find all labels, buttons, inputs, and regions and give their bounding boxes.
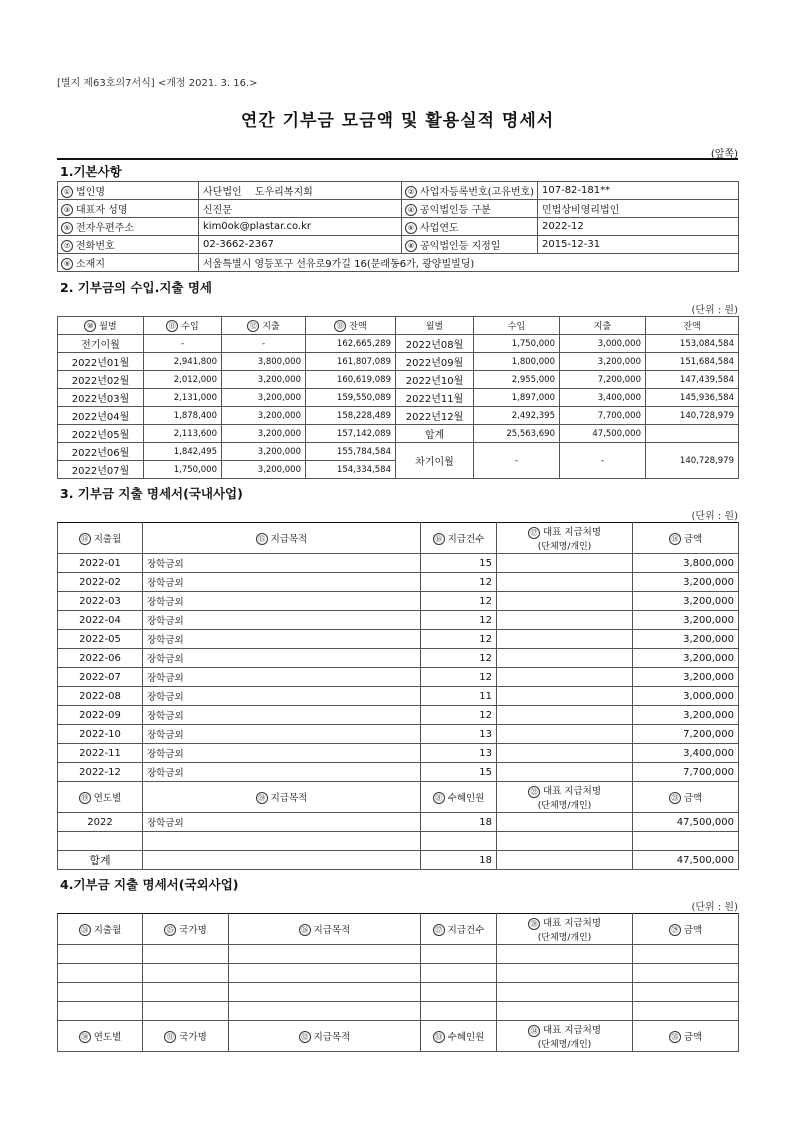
- col-os-sum-purpose: ㉜ 지급목적: [229, 1021, 421, 1052]
- purpose-cell: 장학금외: [143, 554, 421, 573]
- payee-cell: [497, 763, 633, 782]
- item-number: ①: [61, 186, 73, 198]
- carry-expense-cell: -: [560, 443, 646, 479]
- expense-month-cell: 2022-05: [58, 630, 143, 649]
- expense-cell: 7,700,000: [560, 407, 646, 425]
- overseas-expense-table: [57, 913, 739, 1052]
- field-label: [402, 182, 538, 200]
- payee-cell: [497, 687, 633, 706]
- field-label-text: 사업자등록번호(고유번호): [420, 187, 535, 198]
- amount-cell: 3,800,000: [633, 554, 739, 573]
- col-expense-2: 지출: [560, 317, 646, 335]
- expense-cell: 7,200,000: [560, 371, 646, 389]
- count-cell: 12: [421, 573, 497, 592]
- expense-month-cell: 2022-03: [58, 592, 143, 611]
- section2-heading: 2. 기부금의 수입.지출 명세: [60, 280, 213, 295]
- payee-cell: [497, 744, 633, 763]
- payee-cell: [497, 668, 633, 687]
- expense-cell: 3,400,000: [560, 389, 646, 407]
- income-cell: 2,955,000: [474, 371, 560, 389]
- yearly-row: 2022 장학금외 18 47,500,000: [58, 813, 739, 832]
- col-month-2: 월별: [396, 317, 474, 335]
- balance-cell: 160,619,089: [306, 371, 396, 389]
- section3-heading: 3. 기부금 지출 명세서(국내사업): [60, 486, 243, 501]
- col-os-purpose: ㉖ 지급목적: [229, 914, 421, 945]
- field-label: [58, 218, 199, 236]
- domestic-expense-table: [57, 522, 739, 870]
- col-beneficiaries: ㉑ 수혜인원: [421, 782, 497, 813]
- field-label: [58, 182, 199, 200]
- balance-cell: 154,334,584: [306, 461, 396, 479]
- total-row: 합계 18 47,500,000: [58, 851, 739, 870]
- income-cell: 1,750,000: [474, 335, 560, 353]
- address-value: 서울특별시 영등포구 선유로9가길 16(문래동6가, 광양빌빌딩): [199, 254, 739, 272]
- table-row: [58, 687, 739, 706]
- count-cell: 11: [421, 687, 497, 706]
- income-cell: 2,113,600: [144, 425, 222, 443]
- col-balance: ⑬ 잔액: [306, 317, 396, 335]
- amount-cell: 3,200,000: [633, 592, 739, 611]
- field-label-text: 사업연도: [420, 223, 459, 234]
- count-cell: 13: [421, 744, 497, 763]
- table-row: [58, 389, 739, 407]
- month-cell: 2022년04월: [58, 407, 144, 425]
- carry-month-cell: 차기이월: [396, 443, 474, 479]
- item-number: ③: [61, 204, 73, 216]
- payee-cell: [497, 649, 633, 668]
- balance-cell: 147,439,584: [646, 371, 739, 389]
- item-number: ⑥: [405, 222, 417, 234]
- income-expense-table: [57, 316, 739, 479]
- table-row: [58, 668, 739, 687]
- col-os-sum-country: ㉛ 국가명: [143, 1021, 229, 1052]
- income-cell: 2,012,000: [144, 371, 222, 389]
- table-row: [58, 443, 739, 461]
- balance-cell: 145,936,584: [646, 389, 739, 407]
- document-title: 연간 기부금 모금액 및 활용실적 명세서: [240, 111, 555, 131]
- field-value: 민법상비영리법인: [538, 200, 739, 218]
- expense-month-cell: 2022-12: [58, 763, 143, 782]
- field-value: 02-3662-2367: [199, 236, 402, 254]
- payee-cell: [497, 706, 633, 725]
- month-cell: 2022년03월: [58, 389, 144, 407]
- purpose-cell: 장학금외: [143, 706, 421, 725]
- table-row: [58, 353, 739, 371]
- purpose-cell: 장학금외: [143, 744, 421, 763]
- table-row: [58, 763, 739, 782]
- purpose-cell: 장학금외: [143, 592, 421, 611]
- col-income: ⑪ 수입: [144, 317, 222, 335]
- col-purpose: ⑮ 지급목적: [143, 523, 421, 554]
- field-value: 사단법인 도우리복지회: [199, 182, 402, 200]
- count-cell: 12: [421, 649, 497, 668]
- col-os-sum-amount: ㉟ 금액: [633, 1021, 739, 1052]
- month-cell: 2022년05월: [58, 425, 144, 443]
- expense-cell: -: [222, 335, 306, 353]
- count-cell: 15: [421, 554, 497, 573]
- amount-cell: 3,200,000: [633, 573, 739, 592]
- count-cell: 15: [421, 763, 497, 782]
- field-label-text: 전화번호: [76, 241, 115, 252]
- income-cell: 1,878,400: [144, 407, 222, 425]
- balance-cell: 151,684,584: [646, 353, 739, 371]
- count-cell: 12: [421, 630, 497, 649]
- field-label-text: 공익법인등 구분: [420, 205, 491, 216]
- balance-cell: [646, 425, 739, 443]
- section4-heading: 4.기부금 지출 명세서(국외사업): [60, 877, 239, 892]
- empty-row: [58, 1002, 739, 1021]
- balance-cell: 159,550,089: [306, 389, 396, 407]
- amount-cell: 3,000,000: [633, 687, 739, 706]
- table-row: [58, 407, 739, 425]
- payee-cell: [497, 611, 633, 630]
- count-cell: 12: [421, 668, 497, 687]
- purpose-cell: 장학금외: [143, 630, 421, 649]
- expense-cell: 3,200,000: [222, 425, 306, 443]
- field-value: 신진문: [199, 200, 402, 218]
- amount-cell: 7,700,000: [633, 763, 739, 782]
- table-row: [58, 218, 739, 236]
- col-income-2: 수입: [474, 317, 560, 335]
- col-sum-payee: ㉒ 대표 지급처명 (단체명/개인): [497, 782, 633, 813]
- month-cell: 2022년10월: [396, 371, 474, 389]
- amount-cell: 7,200,000: [633, 725, 739, 744]
- field-label: [402, 218, 538, 236]
- expense-month-cell: 2022-04: [58, 611, 143, 630]
- month-cell: 전기이월: [58, 335, 144, 353]
- carry-balance-cell: 140,728,979: [646, 443, 739, 479]
- income-cell: 2,131,000: [144, 389, 222, 407]
- item-number: ④: [405, 204, 417, 216]
- field-label: [402, 236, 538, 254]
- balance-cell: 162,665,289: [306, 335, 396, 353]
- table-row: [58, 592, 739, 611]
- item-number: ⑤: [61, 222, 73, 234]
- payee-cell: [497, 573, 633, 592]
- col-sum-purpose: ⑳ 지급목적: [143, 782, 421, 813]
- col-os-month: ㉔ 지출월: [58, 914, 143, 945]
- balance-cell: 153,084,584: [646, 335, 739, 353]
- col-os-count: ㉗ 지급건수: [421, 914, 497, 945]
- table-row: [58, 182, 739, 200]
- expense-month-cell: 2022-09: [58, 706, 143, 725]
- table-row: [58, 744, 739, 763]
- field-label: [58, 254, 199, 272]
- month-cell: 2022년07월: [58, 461, 144, 479]
- month-cell: 2022년11월: [396, 389, 474, 407]
- item-number: ⑧: [405, 240, 417, 252]
- form-number: [별지 제63호의7서식] <개정 2021. 3. 16.>: [57, 78, 258, 89]
- month-cell: 2022년08월: [396, 335, 474, 353]
- expense-cell: 3,200,000: [222, 461, 306, 479]
- amount-cell: 3,200,000: [633, 630, 739, 649]
- payee-cell: [497, 554, 633, 573]
- count-cell: 12: [421, 706, 497, 725]
- purpose-cell: 장학금외: [143, 573, 421, 592]
- table-row: [58, 554, 739, 573]
- expense-cell: 3,000,000: [560, 335, 646, 353]
- field-label-text: 전자우편주소: [76, 223, 134, 234]
- purpose-cell: 장학금외: [143, 611, 421, 630]
- table-row: [58, 371, 739, 389]
- empty-row: [58, 945, 739, 964]
- month-cell: 2022년02월: [58, 371, 144, 389]
- income-cell: 1,800,000: [474, 353, 560, 371]
- month-cell: 2022년09월: [396, 353, 474, 371]
- col-expense-month: ⑭ 지출월: [58, 523, 143, 554]
- table-row: [58, 236, 739, 254]
- month-cell: 2022년06월: [58, 443, 144, 461]
- item-number: ⑦: [61, 240, 73, 252]
- income-cell: 2,492,395: [474, 407, 560, 425]
- expense-cell: 47,500,000: [560, 425, 646, 443]
- expense-month-cell: 2022-08: [58, 687, 143, 706]
- amount-cell: 3,200,000: [633, 668, 739, 687]
- expense-month-cell: 2022-06: [58, 649, 143, 668]
- field-label-text: 소재지: [76, 259, 105, 270]
- field-value: kim0ok@plastar.co.kr: [199, 218, 402, 236]
- item-number: ②: [405, 186, 417, 198]
- balance-cell: 157,142,089: [306, 425, 396, 443]
- balance-cell: 161,807,089: [306, 353, 396, 371]
- col-payee: ⑰ 대표 지급처명 (단체명/개인): [497, 523, 633, 554]
- count-cell: 13: [421, 725, 497, 744]
- table-row: [58, 649, 739, 668]
- address-row: [58, 254, 739, 272]
- table-row: [58, 611, 739, 630]
- month-cell: 합계: [396, 425, 474, 443]
- table-row: [58, 725, 739, 744]
- expense-cell: 3,800,000: [222, 353, 306, 371]
- expense-cell: 3,200,000: [222, 389, 306, 407]
- section3-unit: (단위 : 원): [691, 511, 738, 522]
- balance-cell: 140,728,979: [646, 407, 739, 425]
- field-label-text: 법인명: [76, 187, 105, 198]
- empty-row: [58, 832, 739, 851]
- expense-cell: 3,200,000: [222, 407, 306, 425]
- item-number: ⑨: [61, 258, 73, 270]
- carry-income-cell: -: [474, 443, 560, 479]
- payee-cell: [497, 725, 633, 744]
- expense-month-cell: 2022-02: [58, 573, 143, 592]
- expense-cell: 3,200,000: [222, 443, 306, 461]
- col-count: ⑯ 지급건수: [421, 523, 497, 554]
- payee-cell: [497, 630, 633, 649]
- table-row: [58, 335, 739, 353]
- col-os-country: ㉕ 국가명: [143, 914, 229, 945]
- expense-month-cell: 2022-07: [58, 668, 143, 687]
- income-cell: 1,842,495: [144, 443, 222, 461]
- field-label: [58, 236, 199, 254]
- field-value: 107-82-181**: [538, 182, 739, 200]
- basic-info-table: [57, 181, 739, 272]
- field-value: 2022-12: [538, 218, 739, 236]
- month-cell: 2022년01월: [58, 353, 144, 371]
- amount-cell: 3,400,000: [633, 744, 739, 763]
- expense-cell: 3,200,000: [222, 371, 306, 389]
- col-month: ⑩ 월별: [58, 317, 144, 335]
- field-label: [58, 200, 199, 218]
- amount-cell: 3,200,000: [633, 611, 739, 630]
- purpose-cell: 장학금외: [143, 763, 421, 782]
- section4-unit: (단위 : 원): [691, 902, 738, 913]
- income-cell: 25,563,690: [474, 425, 560, 443]
- field-label-text: 공익법인등 지정일: [420, 241, 501, 252]
- amount-cell: 3,200,000: [633, 649, 739, 668]
- expense-cell: 3,200,000: [560, 353, 646, 371]
- field-label: [402, 200, 538, 218]
- purpose-cell: 장학금외: [143, 687, 421, 706]
- income-cell: 2,941,800: [144, 353, 222, 371]
- table-row: [58, 573, 739, 592]
- expense-month-cell: 2022-11: [58, 744, 143, 763]
- col-balance-2: 잔액: [646, 317, 739, 335]
- col-expense: ⑫ 지출: [222, 317, 306, 335]
- col-os-amount: ㉙ 금액: [633, 914, 739, 945]
- section2-unit: (단위 : 원): [691, 305, 738, 316]
- purpose-cell: 장학금외: [143, 649, 421, 668]
- balance-cell: 158,228,489: [306, 407, 396, 425]
- col-os-beneficiaries: ㉝ 수혜인원: [421, 1021, 497, 1052]
- empty-row: [58, 983, 739, 1002]
- field-value: 2015-12-31: [538, 236, 739, 254]
- purpose-cell: 장학금외: [143, 668, 421, 687]
- table-row: [58, 425, 739, 443]
- count-cell: 12: [421, 592, 497, 611]
- expense-month-cell: 2022-01: [58, 554, 143, 573]
- amount-cell: 3,200,000: [633, 706, 739, 725]
- col-sum-amount: ㉓ 금액: [633, 782, 739, 813]
- col-year: ⑲ 연도별: [58, 782, 143, 813]
- income-cell: 1,750,000: [144, 461, 222, 479]
- income-cell: -: [144, 335, 222, 353]
- table-row: [58, 706, 739, 725]
- purpose-cell: 장학금외: [143, 725, 421, 744]
- expense-month-cell: 2022-10: [58, 725, 143, 744]
- col-os-year: ㉚ 연도별: [58, 1021, 143, 1052]
- table-row: [58, 200, 739, 218]
- payee-cell: [497, 592, 633, 611]
- table-row: [58, 630, 739, 649]
- income-cell: 1,897,000: [474, 389, 560, 407]
- col-os-payee: ㉘ 대표 지급처명 (단체명/개인): [497, 914, 633, 945]
- month-cell: 2022년12월: [396, 407, 474, 425]
- count-cell: 12: [421, 611, 497, 630]
- section1-heading: 1.기본사항: [57, 158, 738, 181]
- front-side-label: (앞쪽): [710, 149, 738, 160]
- col-amount: ⑱ 금액: [633, 523, 739, 554]
- col-os-sum-payee: ㉞ 대표 지급처명 (단체명/개인): [497, 1021, 633, 1052]
- balance-cell: 155,784,584: [306, 443, 396, 461]
- field-label-text: 대표자 성명: [76, 205, 128, 216]
- empty-row: [58, 964, 739, 983]
- document-page: [57, 74, 738, 1052]
